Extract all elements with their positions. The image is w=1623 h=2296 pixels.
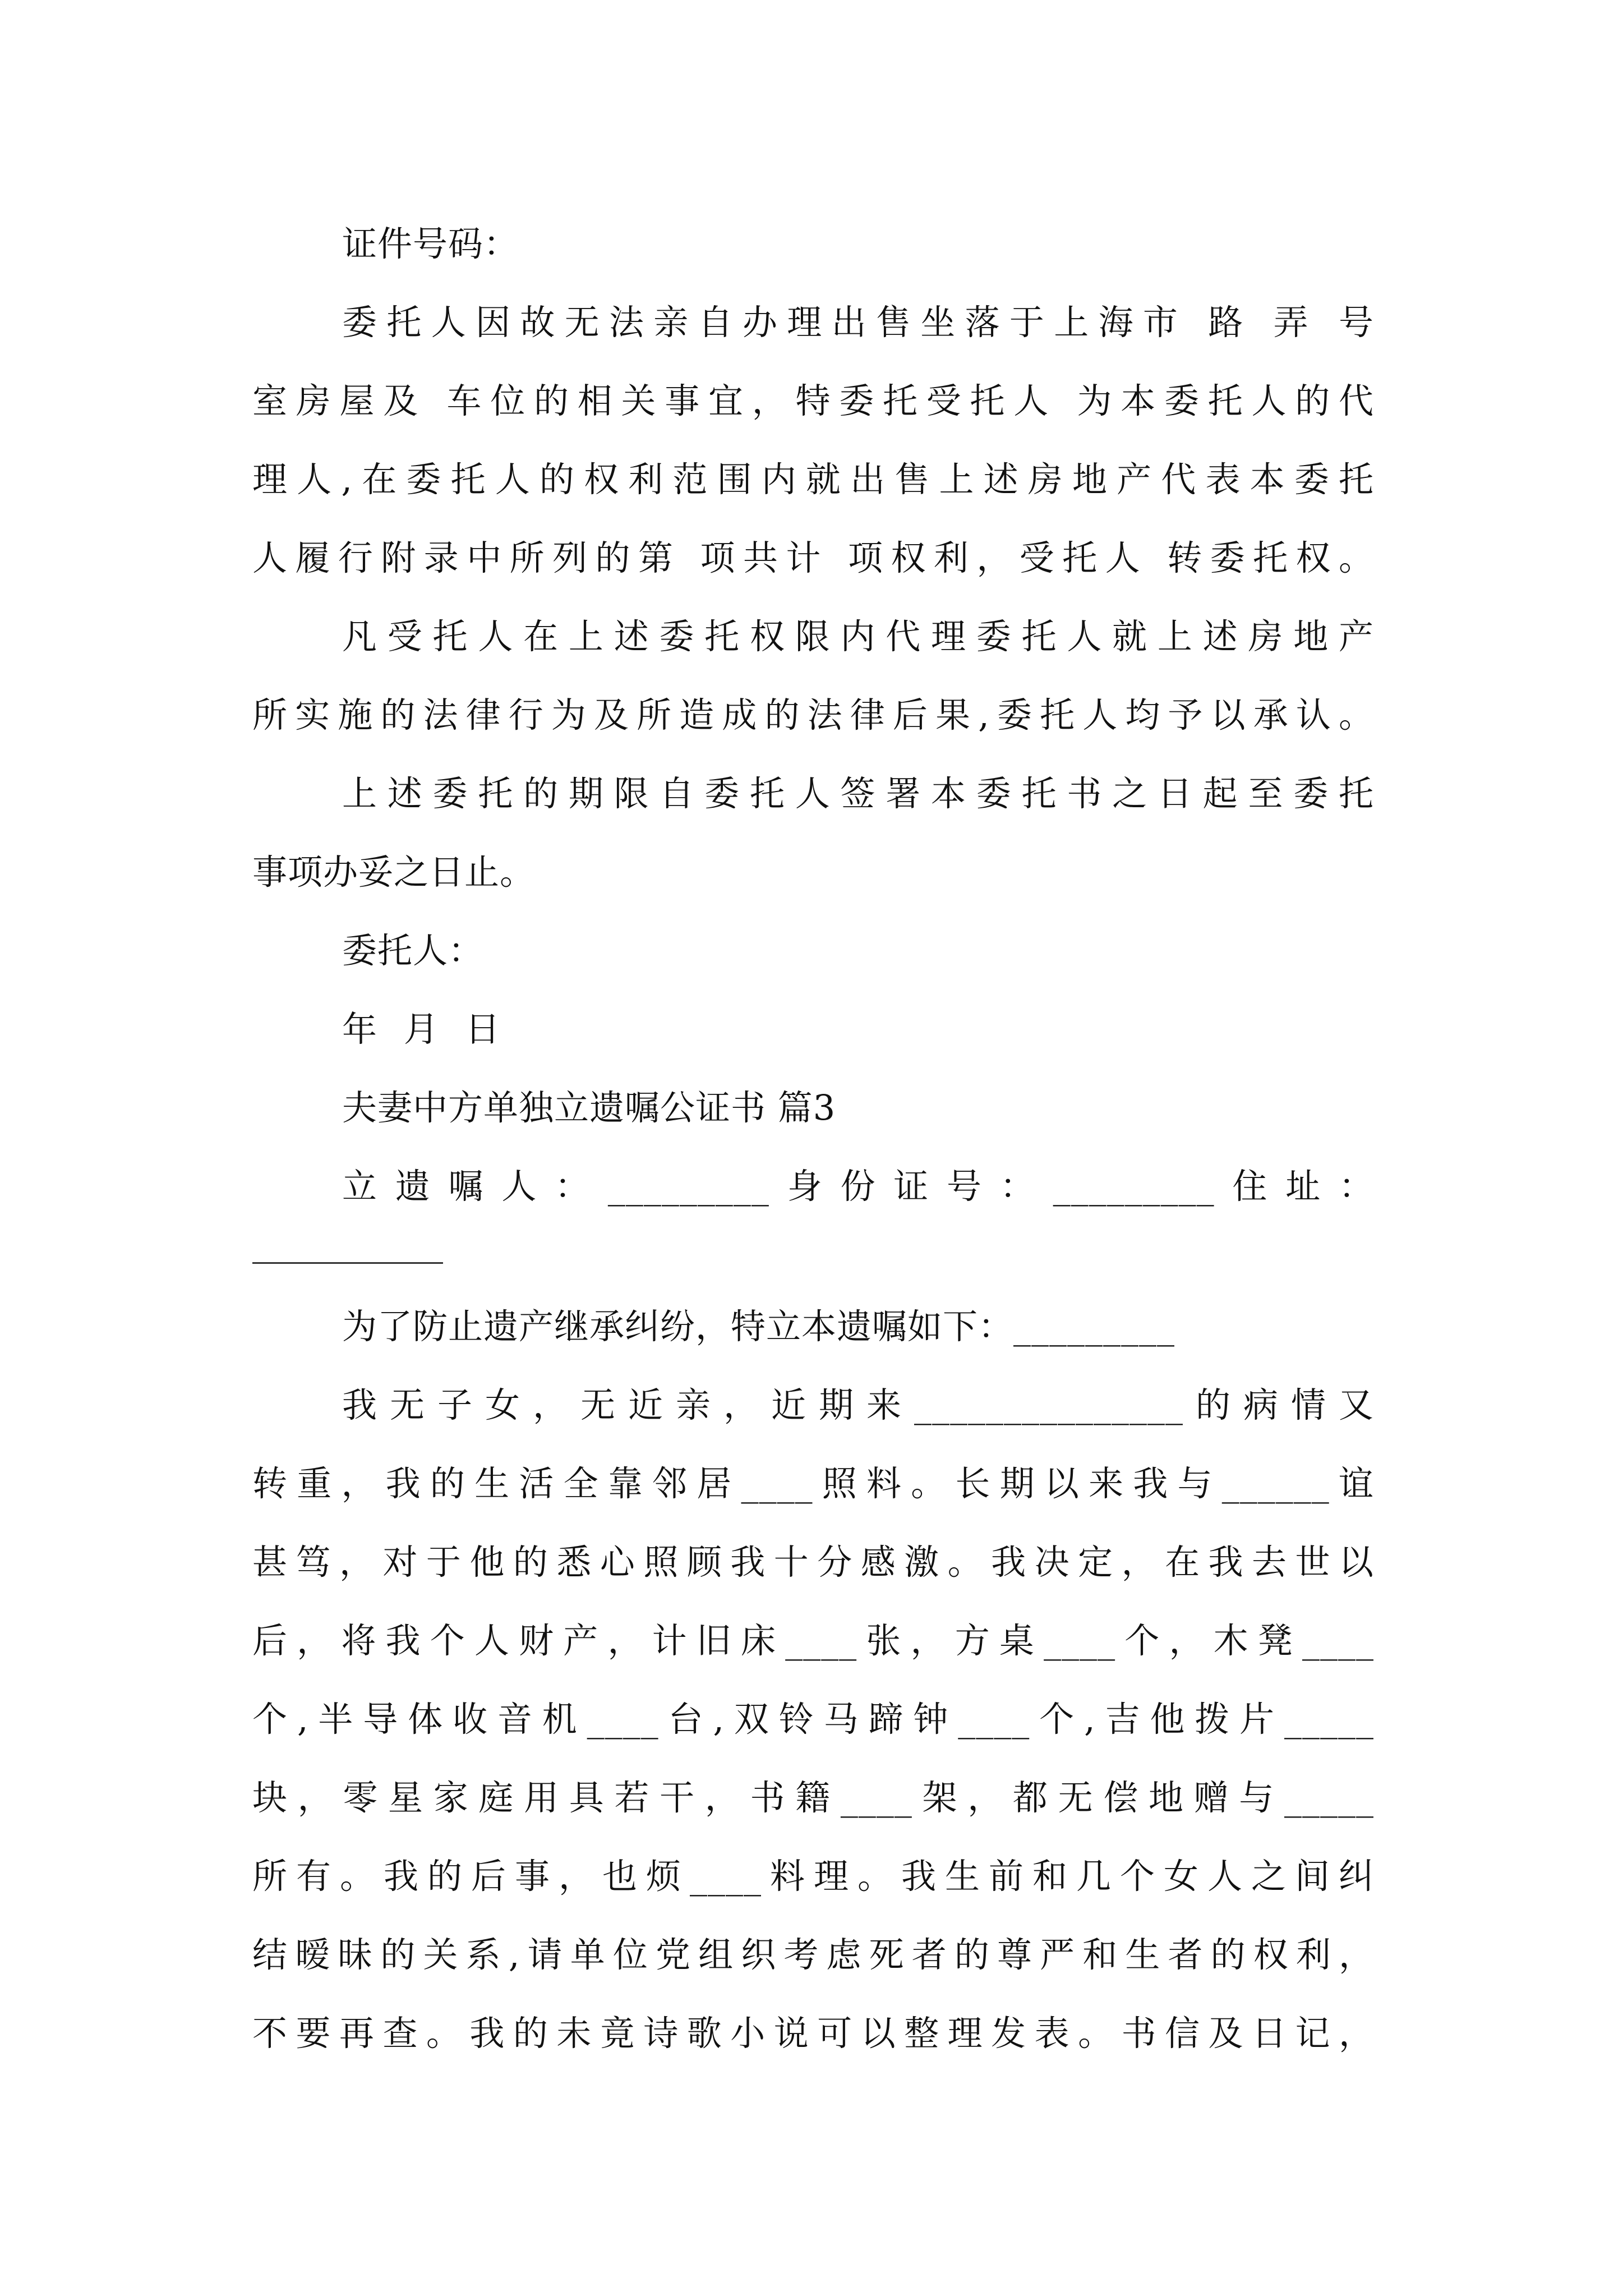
paragraph-line: 所实施的法律行为及所造成的法律后果,委托人均予以承认。 bbox=[252, 694, 1374, 735]
paragraph-line: 转重，我的生活全靠邻居____照料。长期以来我与______谊 bbox=[252, 1463, 1374, 1504]
paragraph-line: 事项办妥之日止。 bbox=[252, 852, 536, 892]
signer-line: 委托人： bbox=[342, 930, 484, 971]
paragraph-line: 我无子女，无近亲，近期来_______________的病情又 bbox=[342, 1384, 1374, 1425]
paragraph-line: 室房屋及 车位的相关事宜，特委托受托人 为本委托人的代 bbox=[252, 380, 1374, 421]
blank-underline bbox=[252, 1262, 443, 1264]
paragraph-line: 块，零星家庭用具若干，书籍____架，都无偿地赠与_____ bbox=[252, 1777, 1374, 1818]
paragraph-line: 委托人因故无法亲自办理出售坐落于上海市 路 弄 号 bbox=[342, 302, 1374, 343]
id-number-line: 证件号码： bbox=[342, 223, 519, 264]
paragraph-line: 不要再查。我的未竟诗歌小说可以整理发表。书信及日记， bbox=[252, 2013, 1374, 2054]
paragraph-line: 上述委托的期限自委托人签署本委托书之日起至委托 bbox=[342, 773, 1374, 814]
paragraph-line: 凡受托人在上述委托权限内代理委托人就上述房地产 bbox=[342, 616, 1374, 657]
paragraph-line: 为了防止遗产继承纠纷，特立本遗嘱如下：_________ bbox=[342, 1306, 1175, 1347]
paragraph-line: 个,半导体收音机____台,双铃马蹄钟____个,吉他拨片_____ bbox=[252, 1699, 1374, 1740]
date-line: 年 月 日 bbox=[342, 1009, 508, 1050]
paragraph-line: 理人,在委托人的权利范围内就出售上述房地产代表本委托 bbox=[252, 459, 1374, 500]
paragraph-line: 人履行附录中所列的第 项共计 项权利，受托人 转委托权。 bbox=[252, 537, 1374, 578]
paragraph-line: 结暧昧的关系,请单位党组织考虑死者的尊严和生者的权利， bbox=[252, 1934, 1374, 1975]
paragraph-line: 所有。我的后事，也烦____料理。我生前和几个女人之间纠 bbox=[252, 1856, 1374, 1897]
section-heading: 夫妻中方单独立遗嘱公证书 篇3 bbox=[342, 1087, 836, 1128]
paragraph-line: 后，将我个人财产，计旧床____张，方桌____个，木凳____ bbox=[252, 1620, 1374, 1661]
paragraph-line: 甚笃，对于他的悉心照顾我十分感激。我决定，在我去世以 bbox=[252, 1542, 1374, 1582]
testator-info-line: 立遗嘱人：_________身份证号：_________住址： bbox=[342, 1166, 1374, 1207]
